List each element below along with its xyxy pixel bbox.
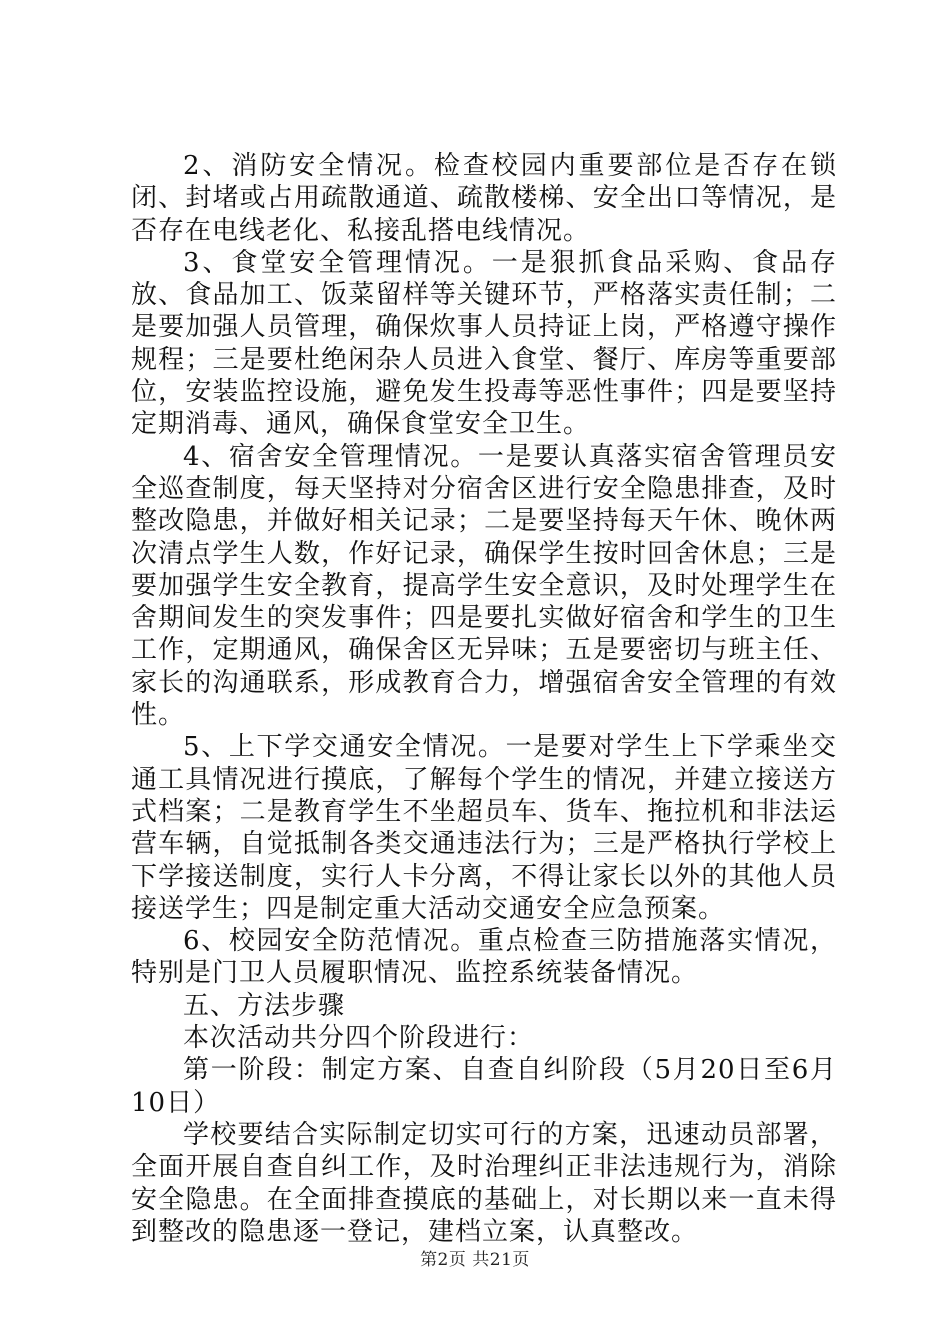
paragraph-stages-intro: 本次活动共分四个阶段进行：: [183, 1023, 535, 1054]
paragraph-traffic-safety: 5、上下学交通安全情况。一是要对学生上下学乘坐交通工具情况进行摸底，了解每个学生的情况，并建立接送方式档案；二是教育学生不坐超员车、货车、拖拉机和非法运营车辆，自觉抵制各类交通违法行为；三是严格执行学校上下学接送制度，实行人卡分离，不得让家长以外的其他人员接送学生；四是制定重大活动交通安全应急预案。: [131, 732, 837, 924]
paragraph-fire-safety: 2、消防安全情况。检查校园内重要部位是否存在锁闭、封堵或占用疏散通道、疏散楼梯、安全出口等情况，是否存在电线老化、私接乱搭电线情况。: [131, 151, 837, 246]
paragraph-dormitory-safety: 4、宿舍安全管理情况。一是要认真落实宿舍管理员安全巡查制度，每天坚持对分宿舍区进行安全隐患排查，及时整改隐患，并做好相关记录；二是要坚持每天午休、晚休两次清点学生人数，作好记录，确保学生按时回舍休息；三是要加强学生安全教育，提高学生安全意识，及时处理学生在舍期间发生的突发事件；四是要扎实做好宿舍和学生的卫生工作，定期通风，确保舍区无异味；五是要密切与班主任、家长的沟通联系，形成教育合力，增强宿舍安全管理的有效性。: [131, 441, 837, 731]
paragraph-canteen-safety: 3、食堂安全管理情况。一是狠抓食品采购、食品存放、食品加工、饭菜留样等关键环节，严格落实责任制；二是要加强人员管理，确保炊事人员持证上岗，严格遵守操作规程；三是要杜绝闲杂人员进入食堂、餐厅、库房等重要部位，安装监控设施，避免发生投毒等恶性事件；四是要坚持定期消毒、通风，确保食堂安全卫生。: [131, 247, 837, 440]
paragraph-campus-security: 6、校园安全防范情况。重点检查三防措施落实情况，特别是门卫人员履职情况、监控系统装备情况。: [131, 926, 837, 989]
section-heading-methods: 五、方法步骤: [183, 990, 346, 1021]
page-number-footer: 第2页 共21页: [420, 1250, 530, 1270]
document-body: [131, 150, 837, 1248]
stage-one-heading: 第一阶段：制定方案、自查自纠阶段（5月20日至6月10日）: [131, 1055, 837, 1118]
paragraph-stage-one: 学校要结合实际制定切实可行的方案，迅速动员部署，全面开展自查自纠工作，及时治理纠正非法违规行为，消除安全隐患。在全面排查摸底的基础上，对长期以来一直未得到整改的隐患逐一登记，建档立案，认真整改。: [131, 1119, 837, 1247]
